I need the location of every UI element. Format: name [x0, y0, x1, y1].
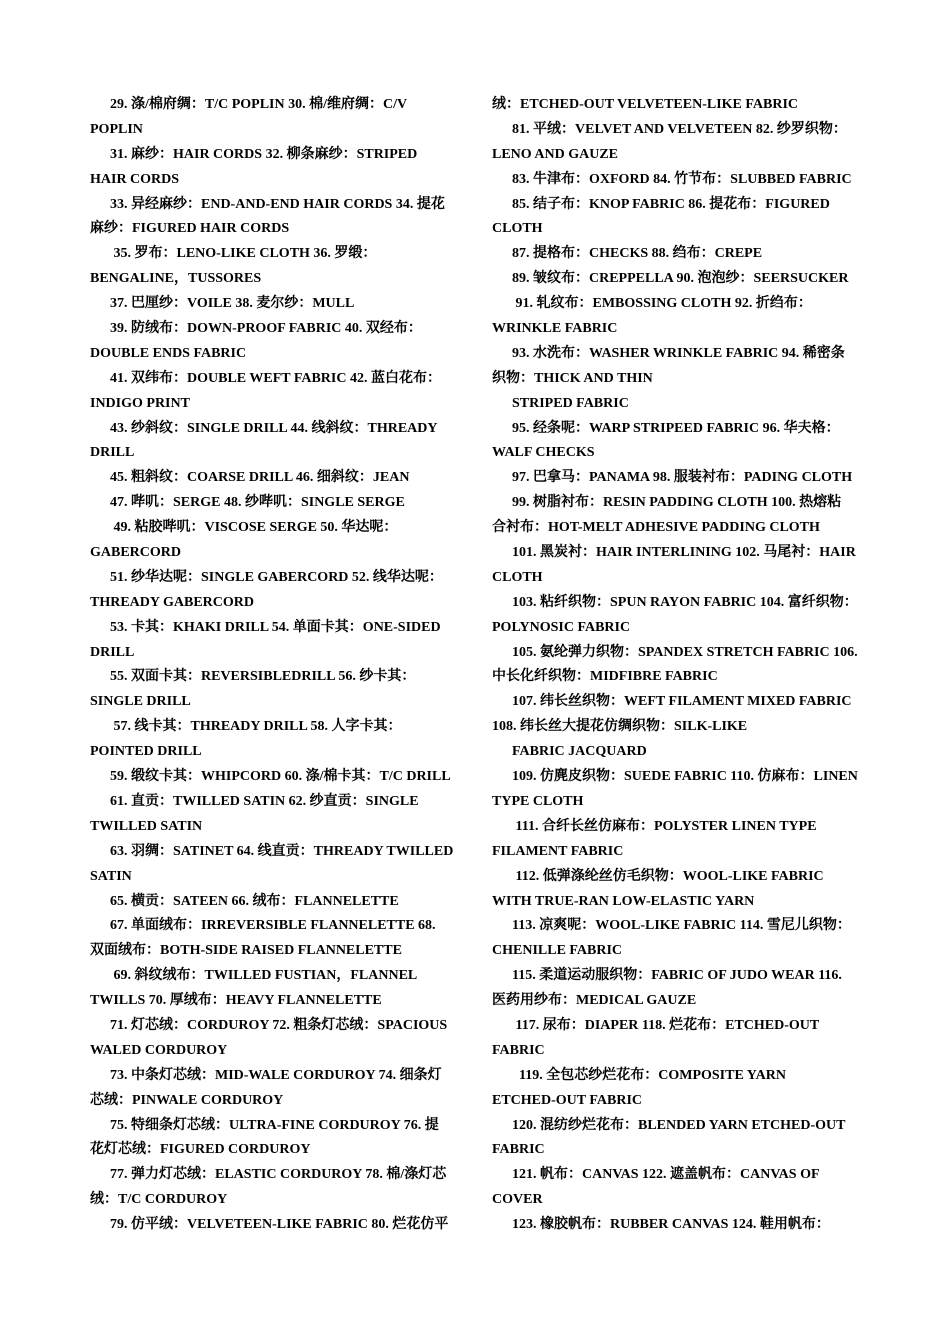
text-line: LENO AND GAUZE — [492, 146, 619, 162]
text-line: 中长化纤织物：MIDFIBRE FABRIC — [492, 669, 718, 685]
text-line: 109. 仿麂皮织物：SUEDE FABRIC 110. 仿麻布：LINEN — [512, 769, 858, 785]
text-line: FABRIC — [492, 1142, 545, 1158]
text-line: WALED CORDUROY — [90, 1042, 228, 1058]
text-line: 33. 异经麻纱：END-AND-END HAIR CORDS 34. 提花 — [110, 196, 445, 212]
text-line: 31. 麻纱：HAIR CORDS 32. 柳条麻纱：STRIPED — [110, 146, 418, 162]
text-line: TWILLS 70. 厚绒布：HEAVY FLANNELETTE — [90, 993, 382, 1009]
text-line: TWILLED SATIN — [90, 818, 203, 834]
text-line: 103. 粘纤织物：SPUN RAYON FABRIC 104. 富纤织物： — [512, 594, 858, 610]
text-line: 123. 橡胶帆布：RUBBER CANVAS 124. 鞋用帆布： — [512, 1217, 830, 1233]
text-line: 双面绒布：BOTH-SIDE RAISED FLANNELETTE — [90, 943, 402, 959]
text-line: 95. 经条呢：WARP STRIPEED FABRIC 96. 华夫格： — [512, 420, 840, 436]
text-line: 101. 黑炭衬：HAIR INTERLINING 102. 马尾衬：HAIR — [512, 545, 856, 561]
text-line: TYPE CLOTH — [492, 793, 584, 809]
text-line: 47. 哔叽：SERGE 48. 纱哔叽：SINGLE SERGE — [110, 495, 405, 511]
text-line: 63. 羽绸：SATINET 64. 线直贡：THREADY TWILLED — [110, 843, 454, 859]
text-line: 59. 缎纹卡其：WHIPCORD 60. 涤/棉卡其：T/C DRILL — [110, 769, 451, 785]
text-line: 65. 横贡：SATEEN 66. 绒布：FLANNELETTE — [110, 893, 399, 909]
text-line: 73. 中条灯芯绒：MID-WALE CORDUROY 74. 细条灯 — [110, 1067, 442, 1083]
text-line: THREADY GABERCORD — [90, 594, 254, 610]
text-line: WRINKLE FABRIC — [492, 321, 618, 337]
text-line: ETCHED-OUT FABRIC — [492, 1092, 643, 1108]
text-line: FILAMENT FABRIC — [492, 843, 624, 859]
text-line: 79. 仿平绒：VELVETEEN-LIKE FABRIC 80. 烂花仿平 — [110, 1217, 449, 1233]
text-line: 81. 平绒：VELVET AND VELVETEEN 82. 纱罗织物： — [512, 121, 847, 137]
left-text-column — [90, 93, 458, 1238]
text-line: DOUBLE ENDS FABRIC — [90, 345, 247, 361]
text-line: 麻纱：FIGURED HAIR CORDS — [90, 221, 290, 237]
text-line: 107. 纬长丝织物：WEFT FILAMENT MIXED FABRIC — [512, 694, 852, 710]
text-line: CLOTH — [492, 569, 543, 585]
text-line: DRILL — [90, 445, 135, 461]
text-line: 织物：THICK AND THIN — [492, 370, 653, 386]
text-line: 120. 混纺纱烂花布：BLENDED YARN ETCHED-OUT — [512, 1117, 846, 1133]
text-line: CHENILLE FABRIC — [492, 943, 623, 959]
text-line: 53. 卡其：KHAKI DRILL 54. 单面卡其：ONE-SIDED — [110, 619, 441, 635]
text-line: 115. 柔道运动服织物：FABRIC OF JUDO WEAR 116. — [512, 968, 842, 984]
text-line: SINGLE DRILL — [90, 694, 191, 710]
text-line: WITH TRUE-RAN LOW-ELASTIC YARN — [492, 893, 755, 909]
text-line: 51. 纱华达呢：SINGLE GABERCORD 52. 线华达呢： — [110, 569, 443, 585]
text-line: 71. 灯芯绒：CORDUROY 72. 粗条灯芯绒：SPACIOUS — [110, 1017, 448, 1033]
text-line: 112. 低弹涤纶丝仿毛织物：WOOL-LIKE FABRIC — [512, 868, 824, 884]
text-line: 合衬布：HOT-MELT ADHESIVE PADDING CLOTH — [492, 520, 820, 536]
text-line: 57. 线卡其：THREADY DRILL 58. 人字卡其： — [110, 719, 402, 735]
text-line: 绒：T/C CORDUROY — [90, 1192, 228, 1208]
text-line: 55. 双面卡其：REVERSIBLEDRILL 56. 纱卡其： — [110, 669, 416, 685]
text-line: STRIPED FABRIC — [512, 395, 629, 411]
text-line: 芯绒：PINWALE CORDUROY — [90, 1092, 284, 1108]
text-line: 105. 氨纶弹力织物：SPANDEX STRETCH FABRIC 106. — [512, 644, 858, 660]
right-text-column — [492, 93, 860, 1238]
text-line: 91. 轧纹布：EMBOSSING CLOTH 92. 折绉布： — [512, 296, 812, 312]
text-line: FABRIC — [492, 1042, 545, 1058]
text-line: 67. 单面绒布：IRREVERSIBLE FLANNELETTE 68. — [110, 918, 436, 934]
text-line: 99. 树脂衬布：RESIN PADDING CLOTH 100. 热熔粘 — [512, 495, 842, 511]
text-line: 77. 弹力灯芯绒：ELASTIC CORDUROY 78. 棉/涤灯芯 — [110, 1167, 447, 1183]
text-line: 61. 直贡：TWILLED SATIN 62. 纱直贡：SINGLE — [110, 793, 419, 809]
text-line: HAIR CORDS — [90, 171, 180, 187]
text-line: 119. 全包芯纱烂花布：COMPOSITE YARN — [512, 1067, 786, 1083]
text-line: 医药用纱布：MEDICAL GAUZE — [492, 993, 697, 1009]
text-line: 49. 粘胶哔叽：VISCOSE SERGE 50. 华达呢： — [110, 520, 398, 536]
text-line: 117. 尿布：DIAPER 118. 烂花布：ETCHED-OUT — [512, 1017, 820, 1033]
text-line: 45. 粗斜纹：COARSE DRILL 46. 细斜纹：JEAN — [110, 470, 410, 486]
text-line: BENGALINE，TUSSORES — [90, 271, 262, 287]
text-line: INDIGO PRINT — [90, 395, 190, 411]
text-line: CLOTH — [492, 221, 543, 237]
text-line: 绒：ETCHED-OUT VELVETEEN-LIKE FABRIC — [492, 97, 798, 112]
text-line: 97. 巴拿马：PANAMA 98. 服装衬布：PADING CLOTH — [512, 470, 853, 486]
text-line: COVER — [492, 1192, 543, 1208]
text-line: 89. 皱纹布：CREPPELLA 90. 泡泡纱：SEERSUCKER — [512, 271, 849, 287]
text-line: 87. 提格布：CHECKS 88. 绉布：CREPE — [512, 246, 763, 262]
text-line: 83. 牛津布：OXFORD 84. 竹节布：SLUBBED FABRIC — [512, 171, 852, 187]
text-line: GABERCORD — [90, 545, 182, 561]
text-line: 43. 纱斜纹：SINGLE DRILL 44. 线斜纹：THREADY — [110, 420, 438, 436]
text-line: 111. 合纤长丝仿麻布：POLYSTER LINEN TYPE — [512, 818, 817, 834]
text-line: 93. 水洗布：WASHER WRINKLE FABRIC 94. 稀密条 — [512, 345, 845, 361]
text-line: WALF CHECKS — [492, 445, 595, 461]
text-line: 75. 特细条灯芯绒：ULTRA-FINE CORDUROY 76. 提 — [110, 1117, 439, 1133]
text-line: 37. 巴厘纱：VOILE 38. 麦尔纱：MULL — [110, 296, 355, 312]
text-line: POINTED DRILL — [90, 744, 202, 760]
text-line: SATIN — [90, 868, 132, 884]
text-line: 113. 凉爽呢：WOOL-LIKE FABRIC 114. 雪尼儿织物： — [512, 918, 851, 934]
text-line: POPLIN — [90, 121, 143, 137]
text-line: DRILL — [90, 644, 135, 660]
text-line: 花灯芯绒：FIGURED CORDUROY — [90, 1142, 311, 1158]
text-line: 108. 纬长丝大提花仿绸织物：SILK-LIKE — [492, 719, 748, 735]
text-line: 41. 双纬布：DOUBLE WEFT FABRIC 42. 蓝白花布： — [110, 370, 441, 386]
text-line: POLYNOSIC FABRIC — [492, 619, 631, 635]
text-line: 121. 帆布：CANVAS 122. 遮盖帆布：CANVAS OF — [512, 1167, 820, 1183]
text-line: FABRIC JACQUARD — [512, 744, 647, 760]
text-line: 85. 结子布：KNOP FABRIC 86. 提花布：FIGURED — [512, 196, 830, 212]
text-line: 29. 涤/棉府绸：T/C POPLIN 30. 棉/维府绸：C/V — [110, 97, 408, 112]
text-line: 69. 斜纹绒布：TWILLED FUSTIAN，FLANNEL — [110, 968, 418, 984]
text-line: 35. 罗布：LENO-LIKE CLOTH 36. 罗缎： — [110, 246, 377, 262]
text-line: 39. 防绒布：DOWN-PROOF FABRIC 40. 双经布： — [110, 321, 422, 337]
